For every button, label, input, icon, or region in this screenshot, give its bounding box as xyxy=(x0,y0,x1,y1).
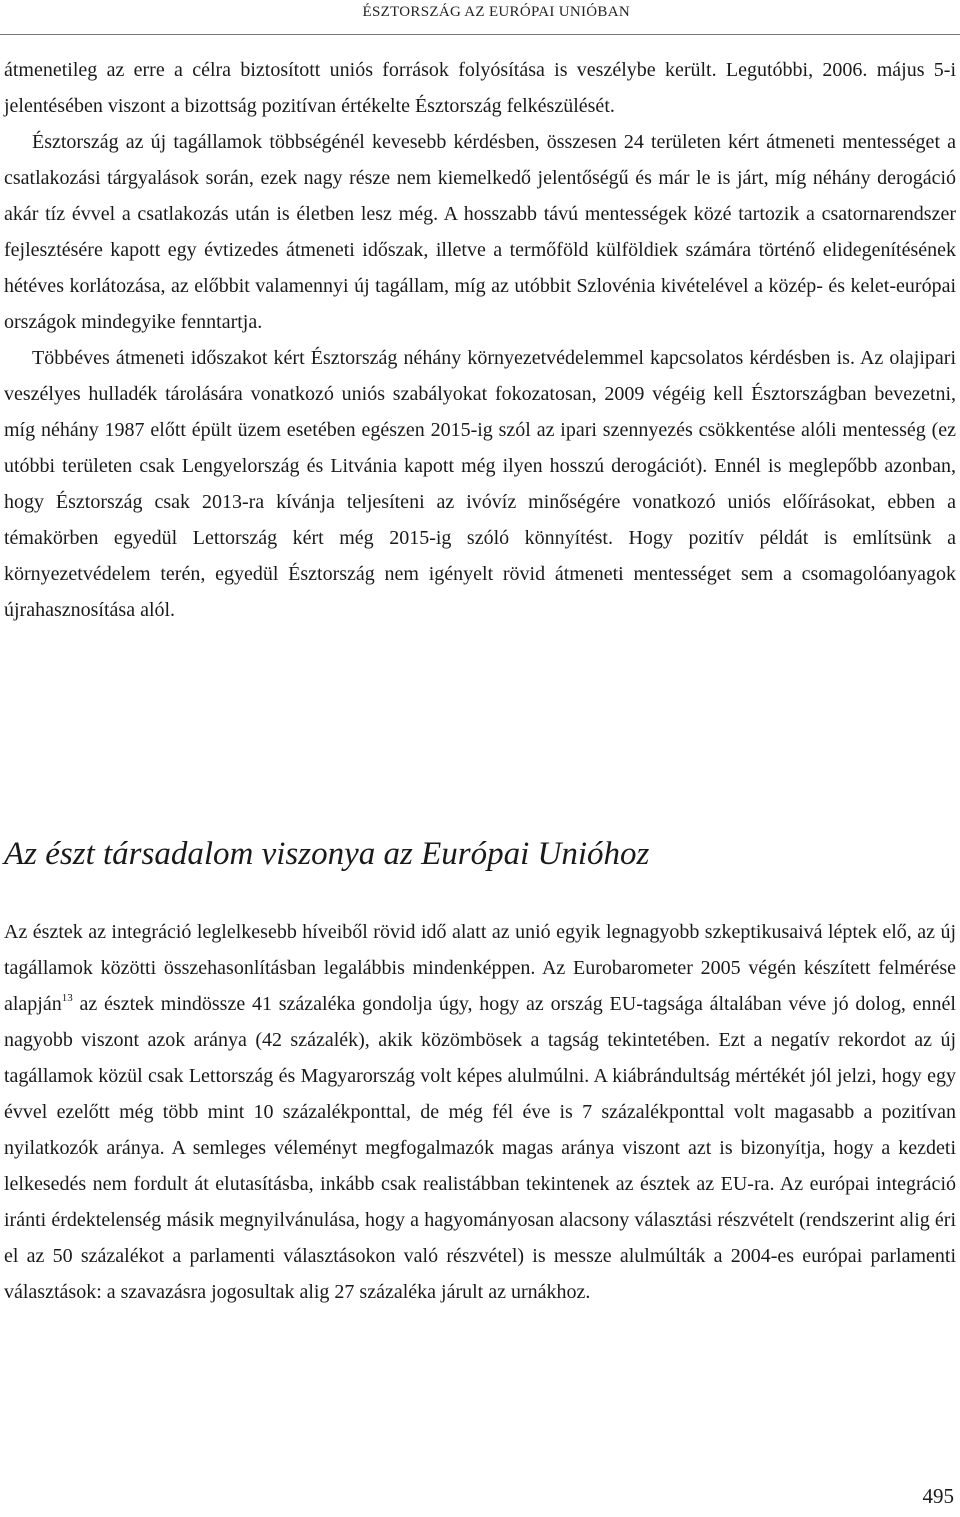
paragraph-environment: Többéves átmeneti időszakot kért Észtország néhány környezetvédelemmel kapcsolatos kérdésben is. Az olajipari veszélyes hulladék tárolására vonatkozó uniós szabályokat fokozatosan, 2009 végéig kell Észtországban bevezetni, míg néhány 1987 előtt épült üzem esetében egészen 2015-ig szól az ipari szennyezés csökkentése alóli mentesség (ez utóbbi területen csak Lengyelország és Litvánia kapott még ilyen hosszú derogációt). Ennél is meglepőbb azonban, hogy Észtország csak 2013-ra kívánja teljesíteni az ivóvíz minőségére vonatkozó uniós előírásokat, ebben a témakörben egyedül Lettország kért még 2015-ig szóló könnyítést. Hogy pozitív példát is említsünk a környezetvédelem terén, egyedül Észtország nem igényelt rövid átmeneti mentességet sem a csomagolóanyagok újrahasznosítása alól. xyxy=(4,347,956,621)
section-heading: Az észt társadalom viszonya az Európai Unióhoz xyxy=(4,836,650,872)
paragraph-text-before-note: Az észtek az integráció leglelkesebb híveiből rövid idő alatt az unió egyik legnagyobb szkeptikusaivá léptek elő, az új tagállamok közötti összehasonlításban legalábbis mindenképpen. Az Eurobarometer 2005 végén készített felmérése alapján xyxy=(4,921,956,1015)
paragraph-derogations: Észtország az új tagállamok többségénél kevesebb kérdésben, összesen 24 területen kért átmeneti mentességet a csatlakozási tárgyalások során, ezek nagy része nem kiemelkedő jelentőségű és már le is járt, míg néhány derogáció akár tíz évvel a csatlakozás után is életben lesz még. A hosszabb távú mentességek közé tartozik a csatornarendszer fejlesztésére kapott egy évtizedes átmeneti időszak, illetve a termőföld külföldiek számára történő elidegenítésének hétéves korlátozása, az előbbit valamennyi új tagállam, míg az utóbbit Szlovénia kivételével a közép- és kelet-európai országok mindegyike fenntartja. xyxy=(4,131,956,333)
body-text-top xyxy=(4,52,956,628)
footnote-marker[interactable]: 13 xyxy=(61,992,73,1004)
body-text-bottom xyxy=(4,914,956,1310)
paragraph-text-after-note: az észtek mindössze 41 százaléka gondolja úgy, hogy az ország EU-tagsága általában véve jó dolog, ennél nagyobb viszont azok aránya (42 százalék), akik közömbösek a tagság tekintetében. Ezt a negatív rekordot az új tagállamok közül csak Lettország és Magyarország volt képes alulmúlni. A kiábrándultság mértékét jól jelzi, hogy egy évvel ezelőtt még több mint 10 százalékponttal, de még fél éve is 7 százalékponttal volt magasabb a pozitívan nyilatkozók aránya. A semleges véleményt megfogalmazók magas aránya viszont azt is bizonyítja, hogy a kezdeti lelkesedés nem fordult át elutasításba, inkább csak realistábban tekintenek az észtek az EU-ra. Az európai integráció iránti érdektelenség másik megnyilvánulása, hogy a hagyományosan alacsony választási részvételt (rendszerint alig éri el az 50 százalékot a parlamenti választásokon való részvétel) is messze alulmúlták a 2004-es európai parlamenti választások: a szavazásra jogosultak alig 27 százaléka járult az urnákhoz. xyxy=(4,993,956,1303)
paragraph-public-opinion xyxy=(4,914,956,1310)
running-header: ÉSZTORSZÁG AZ EURÓPAI UNIÓBAN xyxy=(362,4,630,20)
paragraph-continuation: átmenetileg az erre a célra biztosított uniós források folyósítása is veszélybe került. Legutóbbi, 2006. május 5-i jelentésében viszont a bizottság pozitívan értékelte Észtország felkészülését. xyxy=(4,59,956,117)
page-number: 495 xyxy=(922,1484,954,1508)
header-rule xyxy=(0,34,960,35)
